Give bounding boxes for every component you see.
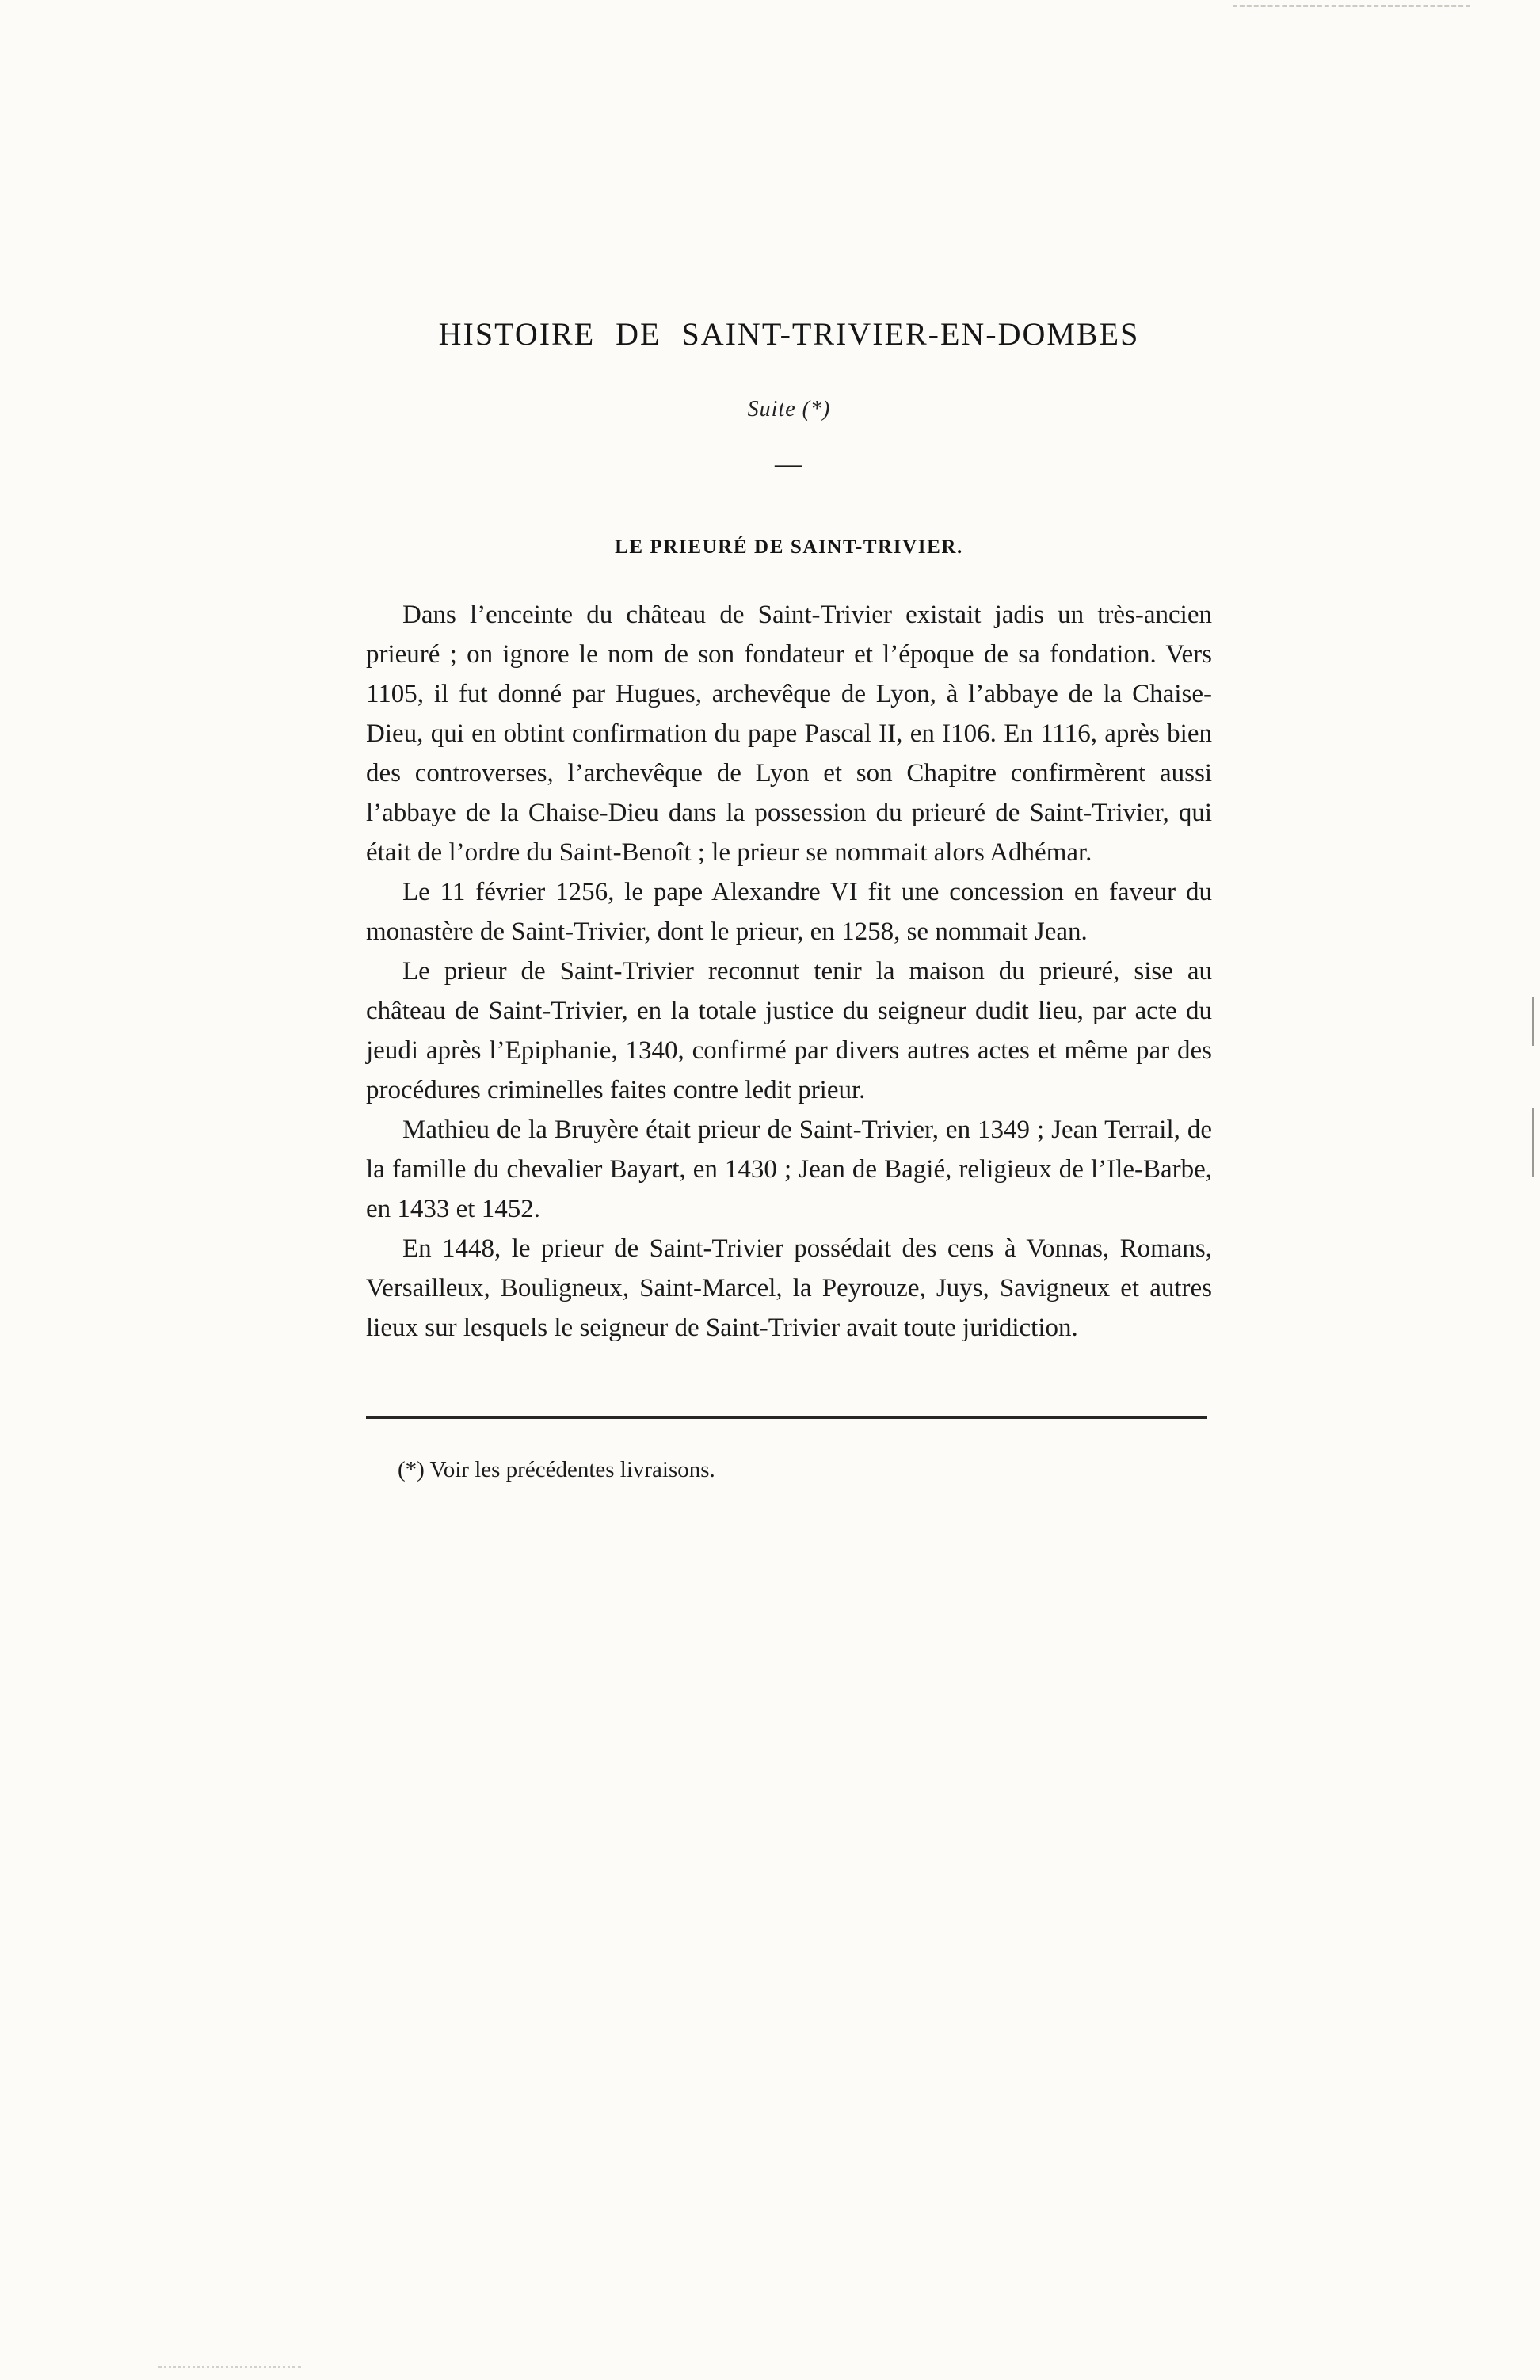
page-title: HISTOIRE DE SAINT-TRIVIER-EN-DOMBES [438, 316, 1140, 352]
footnote-rule [366, 1416, 1207, 1419]
separator-dash: — [775, 449, 803, 479]
section-heading: LE PRIEURÉ DE SAINT-TRIVIER. [615, 536, 963, 558]
subtitle: Suite (*) [747, 397, 831, 421]
paragraph-4: Mathieu de la Bruyère était prieur de Saint-Trivier, en 1349 ; Jean Terrail, de la famille du chevalier Bayart, en 1430 ; Jean de Bagié, religieux de l’Ile-Barbe, en 1433 et 1452. [366, 1116, 1212, 1223]
scan-artifact-right-mark-2 [1532, 1108, 1534, 1177]
scan-artifact-top-dashes [1233, 5, 1470, 7]
paragraph-2: Le 11 février 1256, le pape Alexandre VI fit une concession en faveur du monastère de Saint-Trivier, dont le prieur, en 1258, se nommait Jean. [366, 878, 1212, 946]
paragraph-3: Le prieur de Saint-Trivier reconnut tenir la maison du prieuré, sise au château de Saint-Trivier, en la totale justice du seigneur dudit lieu, par acte du jeudi après l’Epiphanie, 1340, confirmé par divers autres actes et même par des procédures criminelles faites contre ledit prieur. [366, 957, 1212, 1104]
scan-artifact-bottom-dots [158, 2366, 301, 2368]
paragraph-1: Dans l’enceinte du château de Saint-Trivier existait jadis un très-ancien prieuré ; on ignore le nom de son fondateur et l’époque de sa fondation. Vers 1105, il fut donné par Hugues, archevêque de Lyon, à l’abbaye de la Chaise-Dieu, qui en obtint confirmation du pape Pascal II, en I106. En 1116, après bien des controverses, l’archevêque de Lyon et son Chapitre confirmèrent aussi l’abbaye de la Chaise-Dieu dans la possession du prieuré de Saint-Trivier, qui était de l’ordre du Saint-Benoît ; le prieur se nommait alors Adhémar. [366, 601, 1212, 867]
footnote: (*) Voir les précédentes livraisons. [398, 1457, 715, 1482]
paragraph-5: En 1448, le prieur de Saint-Trivier possédait des cens à Vonnas, Romans, Versailleux, Bouligneux, Saint-Marcel, la Peyrouze, Juys, Savigneux et autres lieux sur lesquels le seigneur de Saint-Trivier avait toute juridiction. [366, 1234, 1212, 1342]
scan-artifact-right-mark-1 [1532, 997, 1534, 1046]
text-block [366, 0, 1212, 1483]
